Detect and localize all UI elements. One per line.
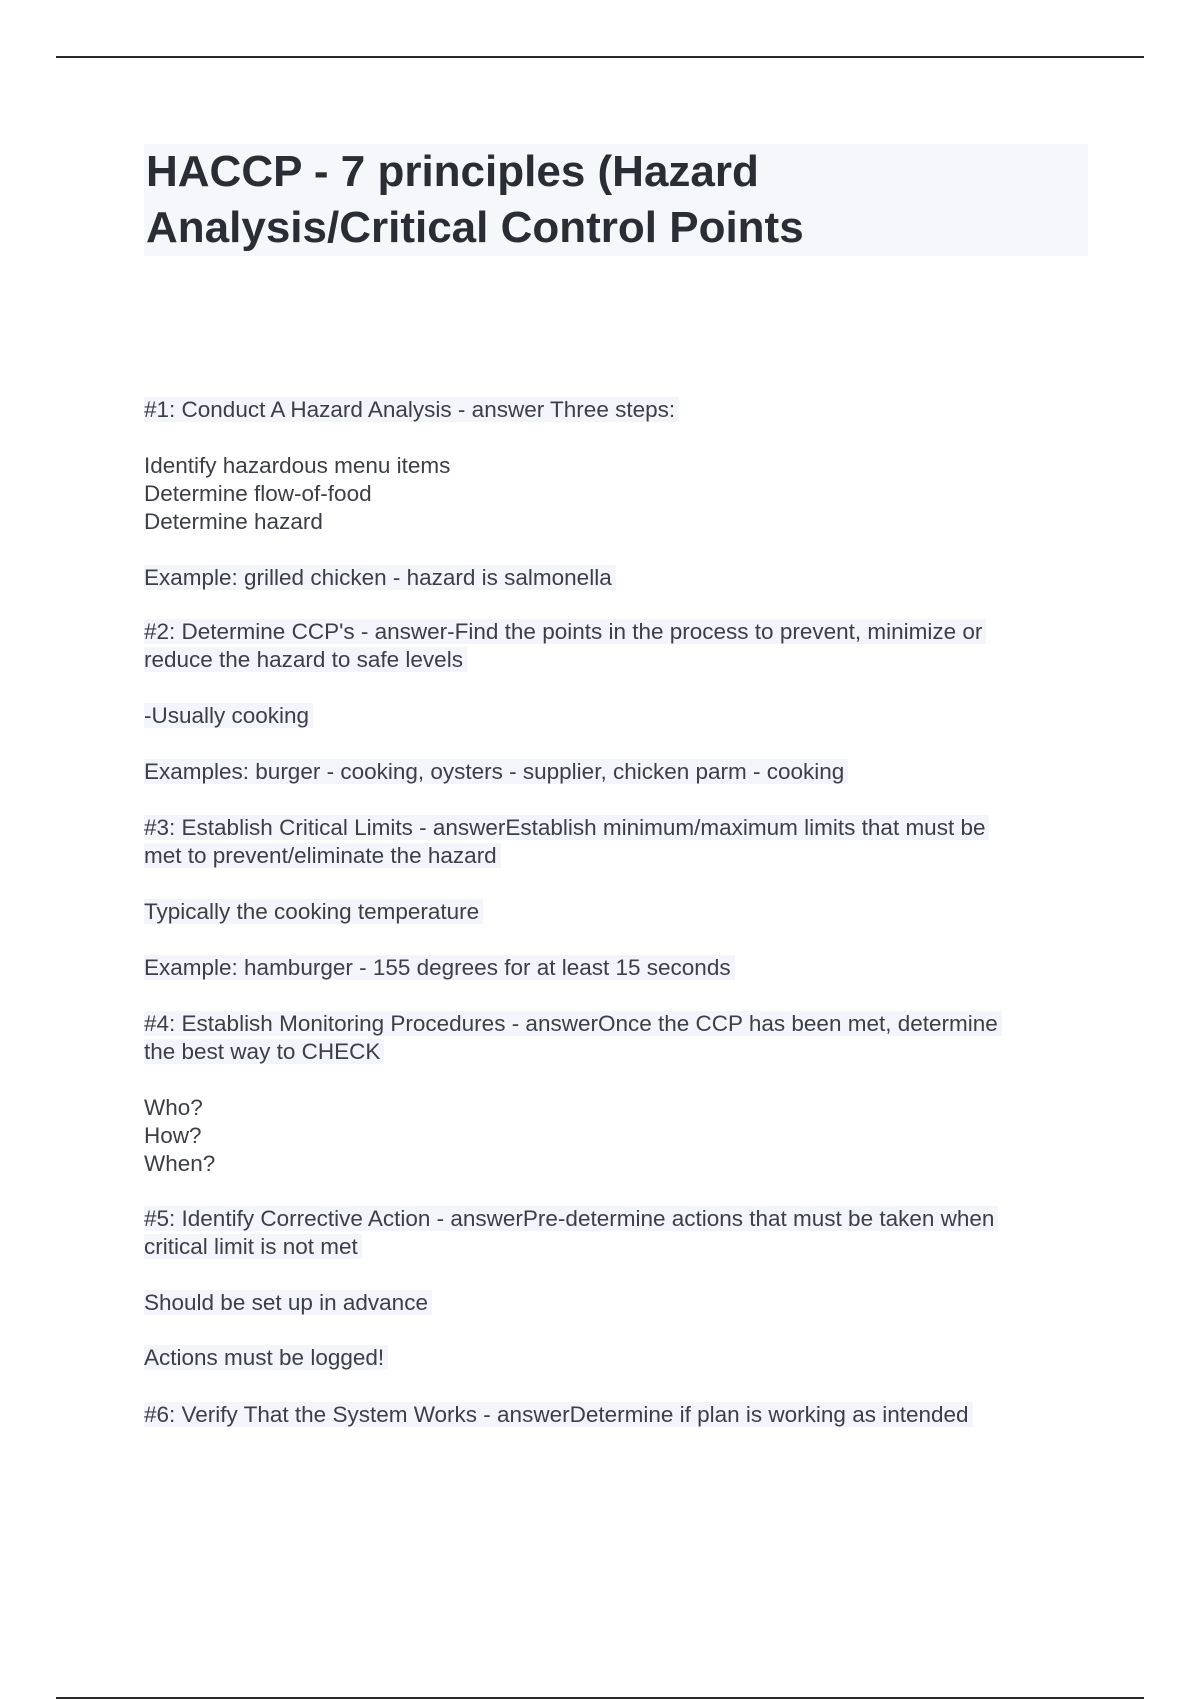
principle-4-question-when: When? — [144, 1151, 216, 1176]
principle-3-note-text: Typically the cooking temperature — [144, 899, 483, 924]
title-line-2: Analysis/Critical Control Points — [146, 203, 804, 252]
principle-1-step-2: Determine flow-of-food — [144, 481, 372, 506]
principle-1-step-3: Determine hazard — [144, 509, 323, 534]
principle-4-line-1: #4: Establish Monitoring Procedures - answerOnce the CCP has been met, determine — [144, 1011, 1002, 1036]
principle-3-example-text: Example: hamburger - 155 degrees for at least 15 seconds — [144, 955, 735, 980]
principle-3-heading — [144, 814, 989, 870]
principle-1-example-text: Example: grilled chicken - hazard is salmonella — [144, 565, 616, 590]
principle-1-step-1: Identify hazardous menu items — [144, 453, 451, 478]
principle-2-note — [144, 702, 313, 730]
principle-5-note-2-text: Actions must be logged! — [144, 1345, 388, 1370]
principle-2-examples — [144, 758, 848, 786]
principle-4-line-2: the best way to CHECK — [144, 1039, 384, 1064]
principle-3-example — [144, 954, 735, 982]
bottom-rule — [56, 1697, 1144, 1699]
principle-5-note-1-text: Should be set up in advance — [144, 1290, 432, 1315]
principle-5-heading — [144, 1205, 998, 1261]
principle-1-steps — [144, 452, 450, 536]
principle-3-note — [144, 898, 483, 926]
principle-6-heading — [144, 1401, 973, 1429]
top-rule — [56, 56, 1144, 58]
principle-2-heading — [144, 618, 986, 674]
principle-4-questions — [144, 1094, 215, 1178]
principle-5-line-2: critical limit is not met — [144, 1234, 362, 1259]
principle-1-example — [144, 564, 616, 592]
principle-4-question-who: Who? — [144, 1095, 203, 1120]
principle-4-heading — [144, 1010, 1002, 1066]
principle-3-line-1: #3: Establish Critical Limits - answerEstablish minimum/maximum limits that must be — [144, 815, 989, 840]
principle-2-examples-text: Examples: burger - cooking, oysters - supplier, chicken parm - cooking — [144, 759, 848, 784]
principle-2-note-text: -Usually cooking — [144, 703, 313, 728]
principle-5-line-1: #5: Identify Corrective Action - answerPre-determine actions that must be taken when — [144, 1206, 998, 1231]
principle-2-line-1: #2: Determine CCP's - answer-Find the points in the process to prevent, minimize or — [144, 619, 986, 644]
principle-2-line-2: reduce the hazard to safe levels — [144, 647, 467, 672]
principle-5-note-1 — [144, 1289, 432, 1317]
page-title — [144, 144, 1088, 256]
principle-4-question-how: How? — [144, 1123, 202, 1148]
principle-1-heading-text: #1: Conduct A Hazard Analysis - answer Three steps: — [144, 397, 679, 422]
title-line-1: HACCP - 7 principles (Hazard — [146, 147, 759, 196]
principle-6-line-1: #6: Verify That the System Works - answerDetermine if plan is working as intended — [144, 1402, 973, 1427]
principle-5-note-2 — [144, 1344, 388, 1372]
principle-3-line-2: met to prevent/eliminate the hazard — [144, 843, 501, 868]
principle-1-heading — [144, 396, 679, 424]
